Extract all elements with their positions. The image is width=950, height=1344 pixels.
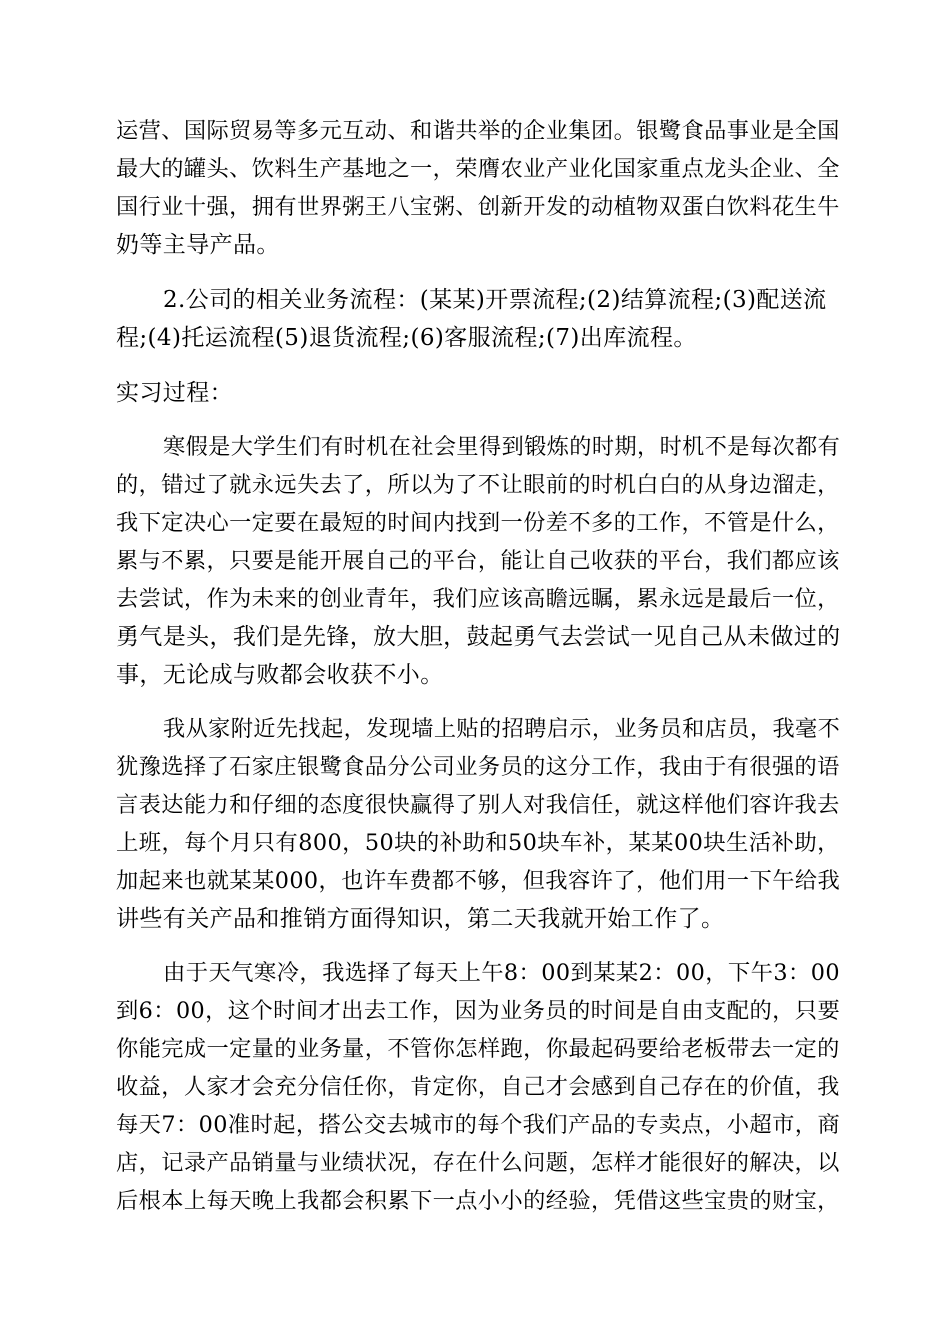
- paragraph-4-line-3: 言表达能力和仔细的态度很快赢得了别人对我信任，就这样他们容许我去: [116, 792, 840, 818]
- paragraph-3-line-3: 我下定决心一定要在最短的时间内找到一份差不多的工作，不管是什么，: [116, 510, 840, 536]
- paragraph-1-line-4: 奶等主导产品。: [116, 232, 280, 258]
- paragraph-3-line-6: 勇气是头，我们是先锋，放大胆，鼓起勇气去尝试一见自己从未做过的: [116, 624, 841, 650]
- paragraph-4-line-5: 加起来也就某某000，也许车费都不够，但我容许了，他们用一下午给我: [116, 868, 841, 894]
- paragraph-4-line-4: 上班，每个月只有800，50块的补助和50块车补，某某00块生活补助，: [116, 830, 840, 856]
- paragraph-3-line-4: 累与不累，只要是能开展自己的平台，能让自己收获的平台，我们都应该: [116, 548, 840, 574]
- paragraph-5-line-2: 到6：00，这个时间才出去工作，因为业务员的时间是自由支配的，只要: [116, 998, 841, 1024]
- section-heading: 实习过程：: [116, 380, 233, 406]
- paragraph-3-line-2: 的，错过了就永远失去了，所以为了不让眼前的时机白白的从身边溜走，: [116, 472, 840, 498]
- paragraph-3-line-5: 去尝试，作为未来的创业青年，我们应该高瞻远瞩，累永远是最后一位，: [116, 586, 840, 612]
- paragraph-1-line-3: 国行业十强，拥有世界粥王八宝粥、创新开发的动植物双蛋白饮料花生牛: [116, 194, 840, 220]
- paragraph-1-line-1: 运营、国际贸易等多元互动、和谐共举的企业集团。银鹭食品事业是全国: [116, 118, 840, 144]
- paragraph-4-line-1: 我从家附近先找起，发现墙上贴的招聘启示，业务员和店员，我毫不: [163, 716, 841, 742]
- paragraph-2-line-2: 程;(4)托运流程(5)退货流程;(6)客服流程;(7)出库流程。: [116, 325, 697, 351]
- paragraph-4-line-2: 犹豫选择了石家庄银鹭食品分公司业务员的这分工作，我由于有很强的语: [116, 754, 840, 780]
- paragraph-3-line-1: 寒假是大学生们有时机在社会里得到锻炼的时期，时机不是每次都有: [163, 434, 841, 460]
- paragraph-5-line-5: 每天7：00准时起，搭公交去城市的每个我们产品的专卖点，小超市，商: [116, 1112, 841, 1138]
- paragraph-5-line-7: 后根本上每天晚上我都会积累下一点小小的经验，凭借这些宝贵的财宝，: [116, 1188, 840, 1214]
- paragraph-5-line-3: 你能完成一定量的业务量，不管你怎样跑，你最起码要给老板带去一定的: [116, 1036, 840, 1062]
- paragraph-1-line-2: 最大的罐头、饮料生产基地之一，荣膺农业产业化国家重点龙头企业、全: [116, 156, 840, 182]
- paragraph-5-line-4: 收益，人家才会充分信任你，肯定你，自己才会感到自己存在的价值，我: [116, 1074, 840, 1100]
- paragraph-5-line-1: 由于天气寒冷，我选择了每天上午8：00到某某2：00，下午3：00: [163, 960, 840, 986]
- paragraph-3-line-7: 事，无论成与败都会收获不小。: [116, 662, 444, 688]
- paragraph-5-line-6: 店，记录产品销量与业绩状况，存在什么问题，怎样才能很好的解决，以: [116, 1150, 840, 1176]
- paragraph-2-line-1: 2.公司的相关业务流程：(某某)开票流程;(2)结算流程;(3)配送流: [163, 287, 827, 313]
- paragraph-4-line-6: 讲些有关产品和推销方面得知识，第二天我就开始工作了。: [116, 906, 725, 932]
